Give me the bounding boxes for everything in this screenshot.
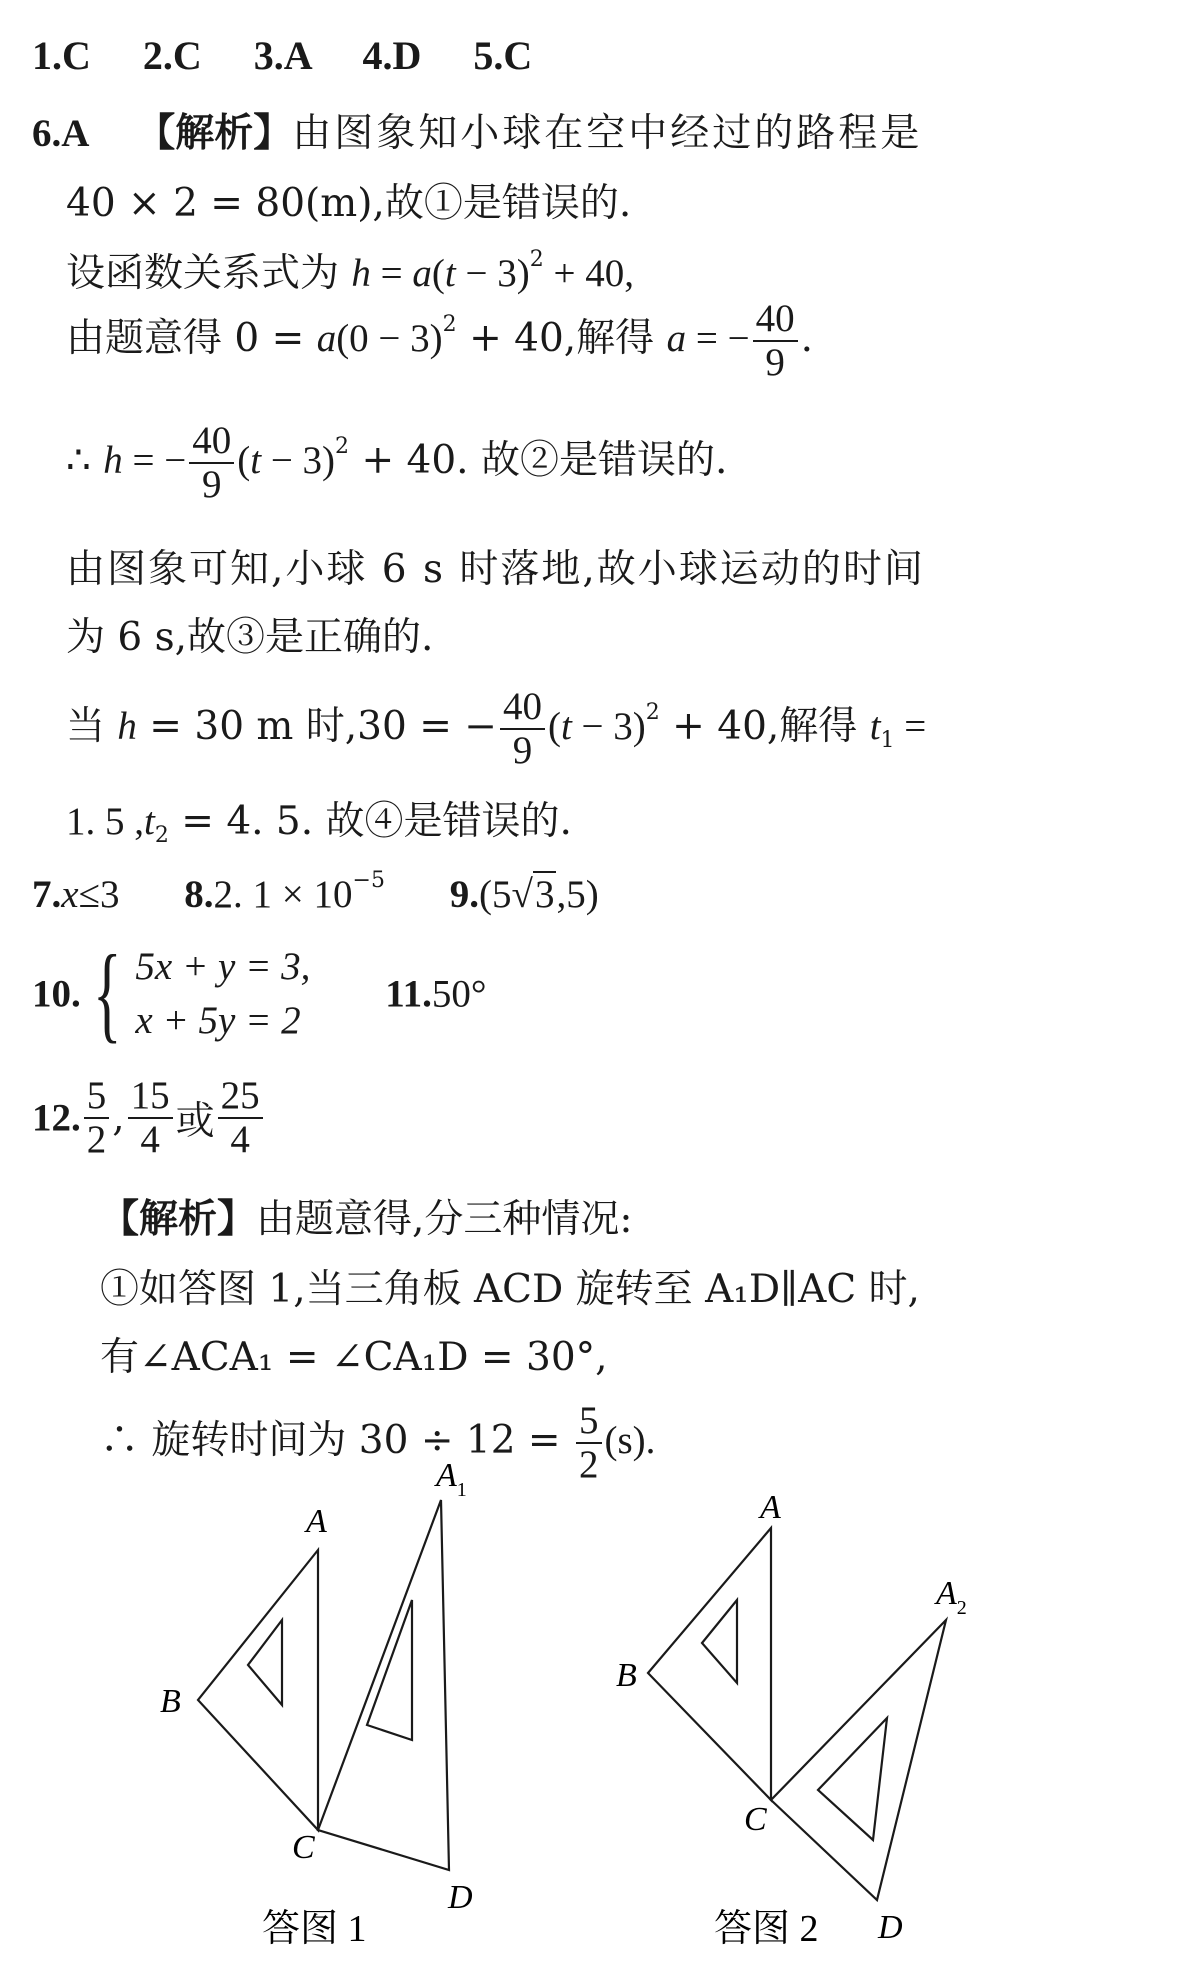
- q6-line5: ∴ h = − $\frac{40}{9}$ $(t - 3)^2 + 40$. 故②是错误的.: [66, 419, 728, 506]
- q8-number: 8.: [184, 873, 214, 916]
- q11-number: 11.: [385, 972, 432, 1016]
- q12-analysis-tag: 【解析】: [100, 1198, 257, 1241]
- q6-header: [32, 102, 1112, 158]
- q10-number: 10.: [32, 972, 81, 1016]
- q6-line1: 由图象知小球在空中经过的路程是: [292, 111, 923, 156]
- fraction: $\frac{40}{9}$: [500, 686, 545, 772]
- triangle-a2cd: [771, 1620, 946, 1900]
- label-a: A: [306, 1503, 327, 1540]
- q6-answer: A: [61, 112, 90, 155]
- q6-number: 6.: [32, 112, 62, 155]
- q6-line6: 由图象可知,小球 6 s 时落地,故小球运动的时间: [66, 547, 925, 592]
- q12-analysis-line2: ①如答图 1,当三角板 ACD 旋转至 A₁D∥AC 时,: [100, 1267, 920, 1312]
- q9-number: 9.: [449, 873, 480, 916]
- inner-triangle-abc: [702, 1600, 737, 1683]
- equation-system: 5x + y = 3, x + 5y = 2: [135, 945, 311, 1042]
- fraction: $\frac{40}{9}$: [753, 298, 798, 384]
- triangle-abc: [198, 1550, 318, 1830]
- label-a: A: [760, 1489, 781, 1526]
- q6-line4: 由题意得 $0 = a(0 - 3)^2 + 40$,解得 a = − $\frac{40}{9}$ .: [66, 297, 813, 384]
- figure-1: [0, 1457, 540, 1986]
- answer-2: 2.C: [142, 33, 202, 78]
- q6-line7: 为 6 s,故③是正确的.: [66, 615, 434, 660]
- q7-number: 7.: [32, 873, 62, 916]
- fraction: $\frac{5}{2}$: [576, 1400, 602, 1486]
- inner-triangle-a1cd: [367, 1600, 412, 1740]
- answer-5: 5.C: [473, 33, 533, 78]
- label-a2: $A_2$: [936, 1575, 967, 1619]
- figure-1-caption: 答图 1: [262, 1908, 367, 1950]
- figure-2: [540, 1490, 1080, 1986]
- fraction: $\frac{15}{4}$: [128, 1075, 173, 1161]
- q12-analysis-line3: 有∠ACA₁ = ∠CA₁D = 30°,: [100, 1335, 608, 1380]
- q10-q11-line: 10. { 5x + y = 3, x + 5y = 2 11.50°: [32, 934, 487, 1053]
- q12-analysis-line4: ∴ 旋转时间为 30 ÷ 12 = $\frac{5}{2}$ (s).: [100, 1399, 656, 1486]
- label-c: C: [744, 1801, 767, 1838]
- q6-line3: 设函数关系式为 $h = a(t - 3)^2 + 40$,: [66, 247, 634, 296]
- system-brace: {: [93, 934, 122, 1053]
- q7-q9-line: 7.x≤3 8.2. $1 \times 10^{-5}$ 9.(5√3,5): [32, 868, 599, 916]
- q6-line8: 当 h = 30 m 时,30 = − $\frac{40}{9}$ $(t - 3)^2 + 40$,解得 $t_1$ =: [66, 685, 927, 772]
- label-b: B: [160, 1683, 181, 1720]
- q6-line9: 1. 5 $,t_2 = 4$. 5. 故④是错误的.: [66, 799, 572, 848]
- q12-number: 12.: [32, 1096, 81, 1140]
- label-d: D: [448, 1879, 473, 1916]
- triangle-a1cd: [318, 1500, 449, 1870]
- answer-1: 1.C: [32, 33, 91, 78]
- answer-4: 4.D: [362, 33, 422, 78]
- q6-line2: 40 × 2 = 80(m),故①是错误的.: [66, 181, 632, 226]
- label-b: B: [616, 1657, 637, 1694]
- fraction: $\frac{5}{2}$: [84, 1075, 110, 1161]
- figure-2-caption: 答图 2: [714, 1908, 819, 1950]
- triangle-abc: [648, 1528, 771, 1800]
- q12-answer: 12. $\frac{5}{2}$ , $\frac{15}{4}$ 或 $\frac{25}{4}$: [32, 1075, 1112, 1161]
- answers-1-5: [32, 32, 1112, 79]
- fraction: $\frac{25}{4}$: [218, 1075, 263, 1161]
- answer-3: 3.A: [253, 33, 311, 78]
- label-d: D: [878, 1909, 903, 1946]
- fraction: $\frac{40}{9}$: [189, 420, 234, 506]
- label-a1: $A_1$: [436, 1457, 467, 1501]
- inner-triangle-a2cd: [818, 1718, 887, 1840]
- label-c: C: [292, 1829, 315, 1866]
- q12-analysis-line1: 【解析】由题意得,分三种情况:: [100, 1197, 633, 1242]
- q6-analysis-tag: 【解析】: [136, 112, 293, 155]
